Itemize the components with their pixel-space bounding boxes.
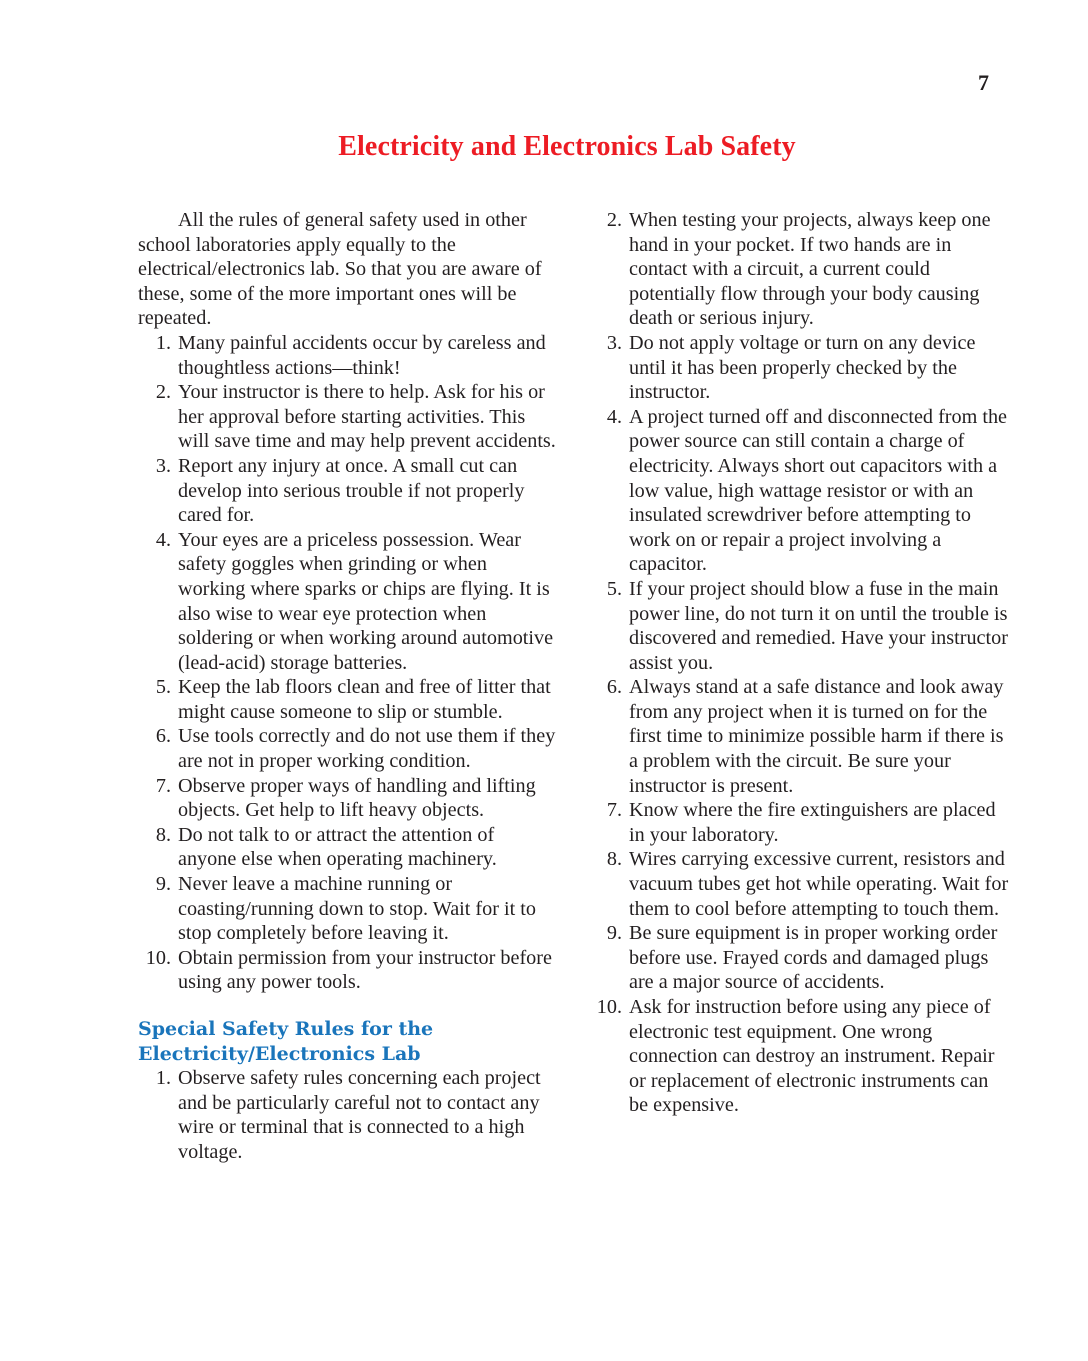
list-item [138,946,556,995]
list-item [138,675,556,724]
right-column [591,208,1011,1118]
item-text: Do not apply voltage or turn on any device until it has been properly checked by the instructor. [629,331,976,404]
list-item [138,454,556,528]
page-title: Electricity and Electronics Lab Safety [338,131,796,162]
section-heading-line-2: Electricity/Electronics Lab [138,1042,421,1065]
item-text: If your project should blow a fuse in the main power line, do not turn it on until the trouble is discovered and remedied. Have your instructor assist you. [629,577,1008,674]
item-text: Always stand at a safe distance and look away from any project when it is turned on for the first time to minimize possible harm if there is a problem with the circuit. Be sure your instructor is present. [629,676,1004,797]
list-item [138,724,556,773]
item-number: 8. [606,848,622,871]
item-number: 9. [606,922,622,945]
item-text: Your eyes are a priceless possession. Wear safety goggles when grinding or when working where sparks or chips are flying. It is also wise to wear eye protection when soldering or when working around automotive (lead-acid) storage batteries. [178,528,554,674]
item-text: Observe safety rules concerning each project and be particularly careful not to contact any wire or terminal that is connected to a high voltage. [178,1067,541,1163]
item-text: Do not talk to or attract the attention of anyone else when operating machinery. [178,823,497,871]
list-item [591,331,1011,405]
item-number: 8. [155,823,171,846]
item-text: When testing your projects, always keep one hand in your pocket. If two hands are in contact with a circuit, a current could potentially flow through your body causing death or serious injury. [629,209,991,330]
item-number: 2. [606,209,622,231]
list-item [138,528,556,676]
item-text: Obtain permission from your instructor before using any power tools. [178,946,552,994]
section-heading [138,1017,556,1066]
item-text: Wires carrying excessive current, resistors and vacuum tubes get hot while operating. Wait for them to cool before attempting to touch them. [629,848,1009,920]
item-number: 5. [155,676,171,699]
item-number: 10. [145,946,171,969]
list-item [138,1066,556,1164]
item-number: 7. [606,799,622,822]
item-number: 5. [606,577,622,600]
special-rules-list-part-2 [591,208,1011,1118]
item-number: 4. [155,528,171,551]
section-heading-line-1: Special Safety Rules for the [138,1018,434,1040]
list-item [138,823,556,872]
item-number: 1. [155,1067,171,1090]
item-text: Never leave a machine running or coasting/running down to stop. Wait for it to stop completely before leaving it. [178,873,536,945]
general-rules-list [138,331,556,995]
item-text: Use tools correctly and do not use them if they are not in proper working condition. [178,725,556,773]
item-number: 10. [596,996,622,1018]
item-number: 4. [606,405,622,428]
special-rules-list-part-1 [138,1066,556,1164]
item-text: Many painful accidents occur by careless and thoughtless actions—think! [178,331,546,379]
item-number: 6. [155,725,171,748]
list-item [138,331,556,380]
list-item [591,675,1011,798]
item-text: Ask for instruction before using any piece of electronic test equipment. One wrong connection can destroy an instrument. Repair or replacement of electronic instruments can be expensive. [629,996,995,1117]
item-number: 3. [606,331,622,354]
item-number: 3. [155,454,171,477]
list-item [591,208,1011,331]
list-item [591,798,1011,847]
list-item [591,577,1011,675]
item-text: Know where the fire extinguishers are placed in your laboratory. [629,799,996,846]
list-item [591,847,1011,921]
list-item [591,995,1011,1118]
item-text: Report any injury at once. A small cut can develop into serious trouble if not properly cared for. [178,454,525,527]
item-text: Your instructor is there to help. Ask for his or her approval before starting activities. This will save time and may help prevent accidents. [178,381,556,453]
item-text: Be sure equipment is in proper working order before use. Frayed cords and damaged plugs are a major source of accidents. [629,922,998,994]
page-number: 7 [978,70,989,95]
item-number: 6. [606,676,622,699]
item-number: 2. [155,381,171,404]
item-text: Observe proper ways of handling and lifting objects. Get help to lift heavy objects. [178,774,536,822]
item-text: A project turned off and disconnected from the power source can still contain a charge of electricity. Always short out capacitors with a low value, high wattage resistor or with an insulated screwdriver before attempting to work on or repair a project involving a capacitor. [629,405,1008,576]
item-text: Keep the lab floors clean and free of litter that might cause someone to slip or stumble. [178,676,551,723]
intro-paragraph: All the rules of general safety used in other school laboratories apply equally to the electrical/electronics lab. So that you are aware of these, some of the more important ones will be repeated. [138,209,542,330]
list-item [591,405,1011,577]
item-number: 7. [155,774,171,797]
list-item [591,921,1011,995]
item-number: 9. [155,873,171,896]
list-item [138,380,556,454]
item-number: 1. [155,331,171,354]
left-column [138,208,556,1165]
list-item [138,774,556,823]
list-item [138,872,556,946]
